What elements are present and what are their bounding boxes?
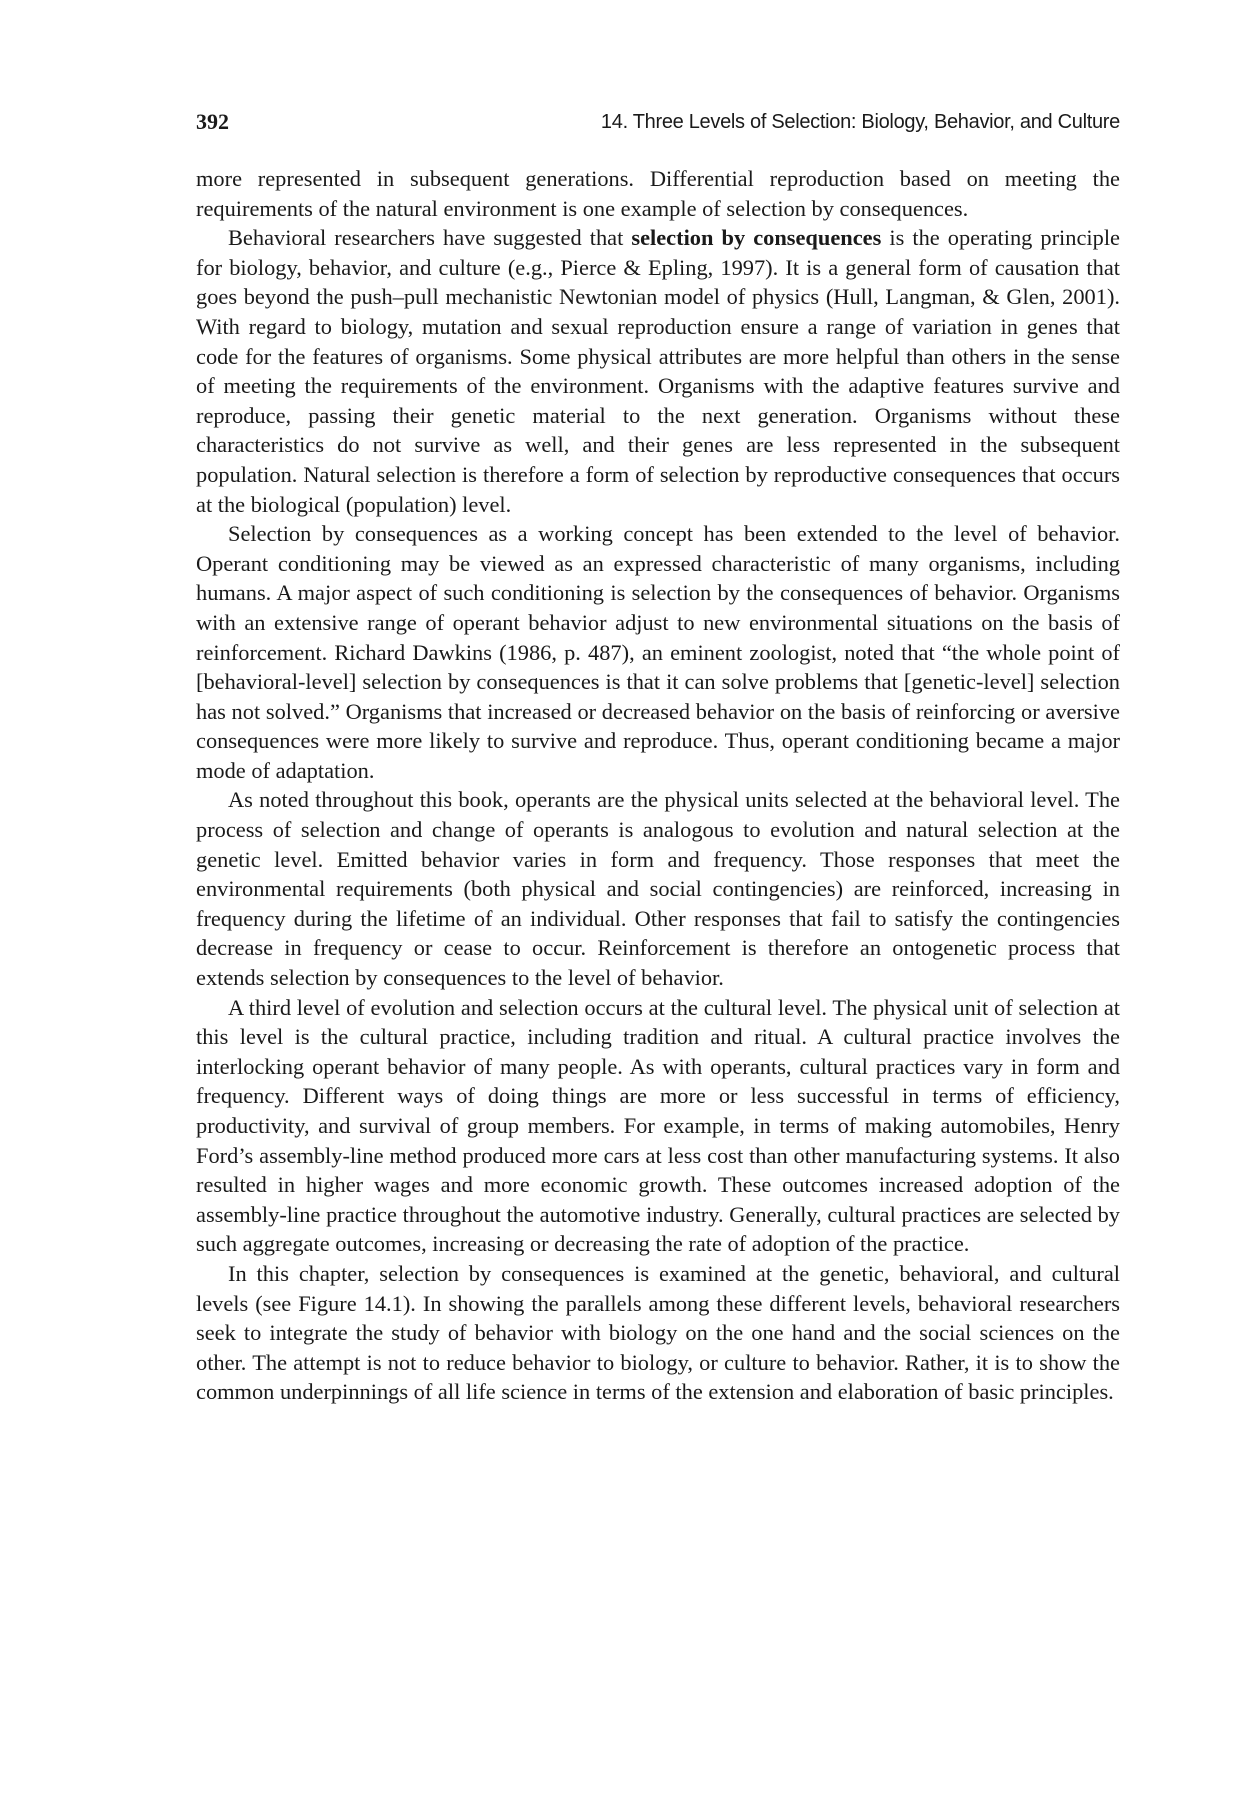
paragraph-behavior-level: Selection by consequences as a working concept has been extended to the level of behavior. Operant conditioning may be viewed as an expressed characteristic of many organisms, including humans. A major aspect of such conditioning is selection by the consequences of behavior. Organisms with an extensive range of operant behavior adjust to new environmental situations on the basis of reinforcement. Richard Dawkins (1986, p. 487), an eminent zoologist, noted that “the whole point of [behavioral-level] selection by consequences is that it can solve problems that [genetic-level] selection has not solved.” Organisms that increased or decreased behavior on the basis of reinforcing or aversive consequences were more likely to survive and reproduce. Thus, operant conditioning became a major mode of adaptation. [196,521,1120,783]
paragraph-text-after: is the operating principle for biology, behavior, and culture (e.g., Pierce & Epling, 1997). It is a general form of causation that goes beyond the push–pull mechanistic Newtonian model of physics (Hull, Langman, & Glen, 2001). With regard to biology, mutation and sexual reproduction ensure a range of variation in genes that code for the features of organisms. Some physical attributes are more helpful than others in the sense of meeting the requirements of the environment. Organisms with the adaptive features survive and reproduce, passing their genetic material to the next generation. Organisms without these characteristics do not survive as well, and their genes are less represented in the subsequent population. Natural selection is therefore a form of selection by reproductive consequences that occurs at the biological (population) level. [196,225,1120,517]
key-term: selection by consequences [631,225,882,251]
paragraph-cultural-level: A third level of evolution and selection occurs at the cultural level. The physical unit of selection at this level is the cultural practice, including tradition and ritual. A cultural practice involves the interlocking operant behavior of many people. As with operants, cultural practices vary in form and frequency. Different ways of doing things are more or less successful in terms of efficiency, productivity, and survival of group members. For example, in terms of making automobiles, Henry Ford’s assembly-line method produced more cars at less cost than other manufacturing systems. It also resulted in higher wages and more economic growth. These outcomes increased adoption of the assembly-line practice throughout the automotive industry. Generally, cultural practices are selected by such aggregate outcomes, increasing or decreasing the rate of adoption of the practice. [196,994,1120,1257]
paragraph-selection-by-consequences [196,223,1120,519]
running-head: 14. Three Levels of Selection: Biology, Behavior, and Culture [600,111,1120,133]
page-number: 392 [196,109,229,134]
paragraph-chapter-overview: In this chapter, selection by consequences is examined at the genetic, behavioral, and cultural levels (see Figure 14.1). In showing the parallels among these different levels, behavioral researchers seek to integrate the study of behavior with biology on the one hand and the social sciences on the other. The attempt is not to reduce behavior to biology, or culture to behavior. Rather, it is to show the common underpinnings of all life science in terms of the extension and elaboration of basic principles. [196,1260,1120,1405]
page-header [196,106,1120,138]
paragraph-continuation: more represented in subsequent generations. Differential reproduction based on meeting the requirements of the natural environment is one example of selection by consequences. [196,166,1120,221]
paragraph-operants: As noted throughout this book, operants are the physical units selected at the behavioral level. The process of selection and change of operants is analogous to evolution and natural selection at the genetic level. Emitted behavior varies in form and frequency. Those responses that meet the environmental requirements (both physical and social contingencies) are reinforced, increasing in frequency during the lifetime of an individual. Other responses that fail to satisfy the contingencies decrease in frequency or cease to occur. Reinforcement is therefore an ontogenetic process that extends selection by consequences to the level of behavior. [196,787,1120,991]
body-text [196,164,1120,1407]
paragraph-text-before: Behavioral researchers have suggested that [228,225,632,251]
